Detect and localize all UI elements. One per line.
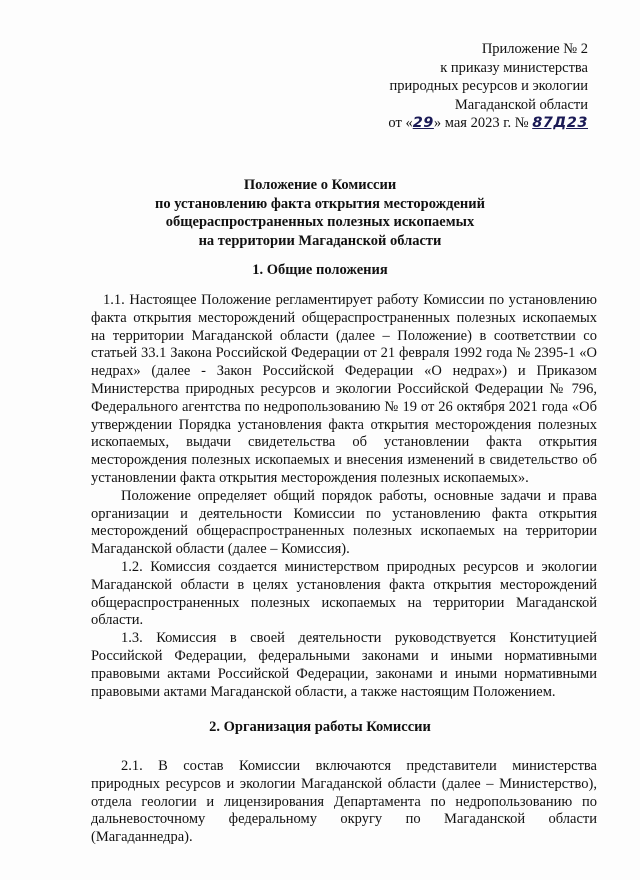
section-1-paragraph-3: 1.2. Комиссия создается министерством природных ресурсов и экологии Магаданской области в целях установления факта открытия месторождений общераспространенных полезных ископаемых на территории Магаданской области. bbox=[91, 558, 597, 629]
handwritten-order-number: 87Д23 bbox=[532, 115, 588, 131]
appendix-line-2: к приказу министерства bbox=[440, 59, 588, 76]
document-title bbox=[60, 176, 580, 250]
date-mid: » мая 2023 г. № bbox=[433, 115, 533, 131]
section-2-body bbox=[91, 758, 597, 847]
section-2-paragraph-1: 2.1. В состав Комиссии включаются представители министерства природных ресурсов и экологии Магаданской области (далее – Министерство), отдела геологии и лицензирования Департамента по недропользованию по дальневосточному федеральному округу по Магаданской области (Магаданнедра). bbox=[91, 758, 597, 846]
section-1-paragraph-1: 1.1. Настоящее Положение регламентирует работу Комиссии по установлению факта открытия месторождений общераспространенных полезных ископаемых на территории Магаданской области (далее – Положение) в соответствии со статьей 33.1 Закона Российской Федерации от 21 февраля 1992 года № 2395-1 «О недрах» (далее - Закон Российской Федерации «О недрах») и Приказом Министерства природных ресурсов и экологии Российской Федерации № 796, Федерального агентства по недропользованию № 19 от 26 октября 2021 года «Об утверждении Порядка установления факта открытия месторождения полезных ископаемых, выдачи свидетельства об установлении факта открытия месторождения полезных ископаемых и внесения изменений в свидетельство об установлении факта открытия месторождения полезных ископаемых». bbox=[91, 292, 597, 486]
appendix-line-4: Магаданской области bbox=[454, 96, 588, 113]
date-prefix: от « bbox=[388, 115, 413, 131]
section-1-paragraph-4: 1.3. Комиссия в своей деятельности руководствуется Конституцией Российской Федерации, федеральными законами и иными нормативными правовыми актами Российской Федерации, законами и иными нормативными правовыми актами Магаданской области, а также настоящим Положением. bbox=[91, 630, 597, 700]
section-1-paragraph-2: Положение определяет общий порядок работы, основные задачи и права организации и деятельности Комиссии по установлению факта открытия месторождений общераспространенных полезных ископаемых на территории Магаданской области (далее – Комиссия). bbox=[91, 487, 597, 558]
appendix-date-line bbox=[388, 114, 588, 133]
appendix-header bbox=[388, 40, 588, 133]
section-1-heading: 1. Общие положения bbox=[252, 262, 388, 278]
title-line-4: на территории Магаданской области bbox=[198, 232, 442, 249]
appendix-line-1: Приложение № 2 bbox=[481, 41, 588, 57]
section-2-heading: 2. Организация работы Комиссии bbox=[209, 719, 431, 735]
handwritten-day: 29 bbox=[412, 115, 434, 131]
appendix-line-3: природных ресурсов и экологии bbox=[389, 78, 588, 94]
title-line-1: Положение о Комиссии bbox=[243, 177, 397, 193]
section-1-body bbox=[91, 292, 597, 701]
title-line-2: по установлению факта открытия месторождений bbox=[155, 195, 485, 212]
title-line-3: общераспространенных полезных ископаемых bbox=[165, 214, 475, 230]
